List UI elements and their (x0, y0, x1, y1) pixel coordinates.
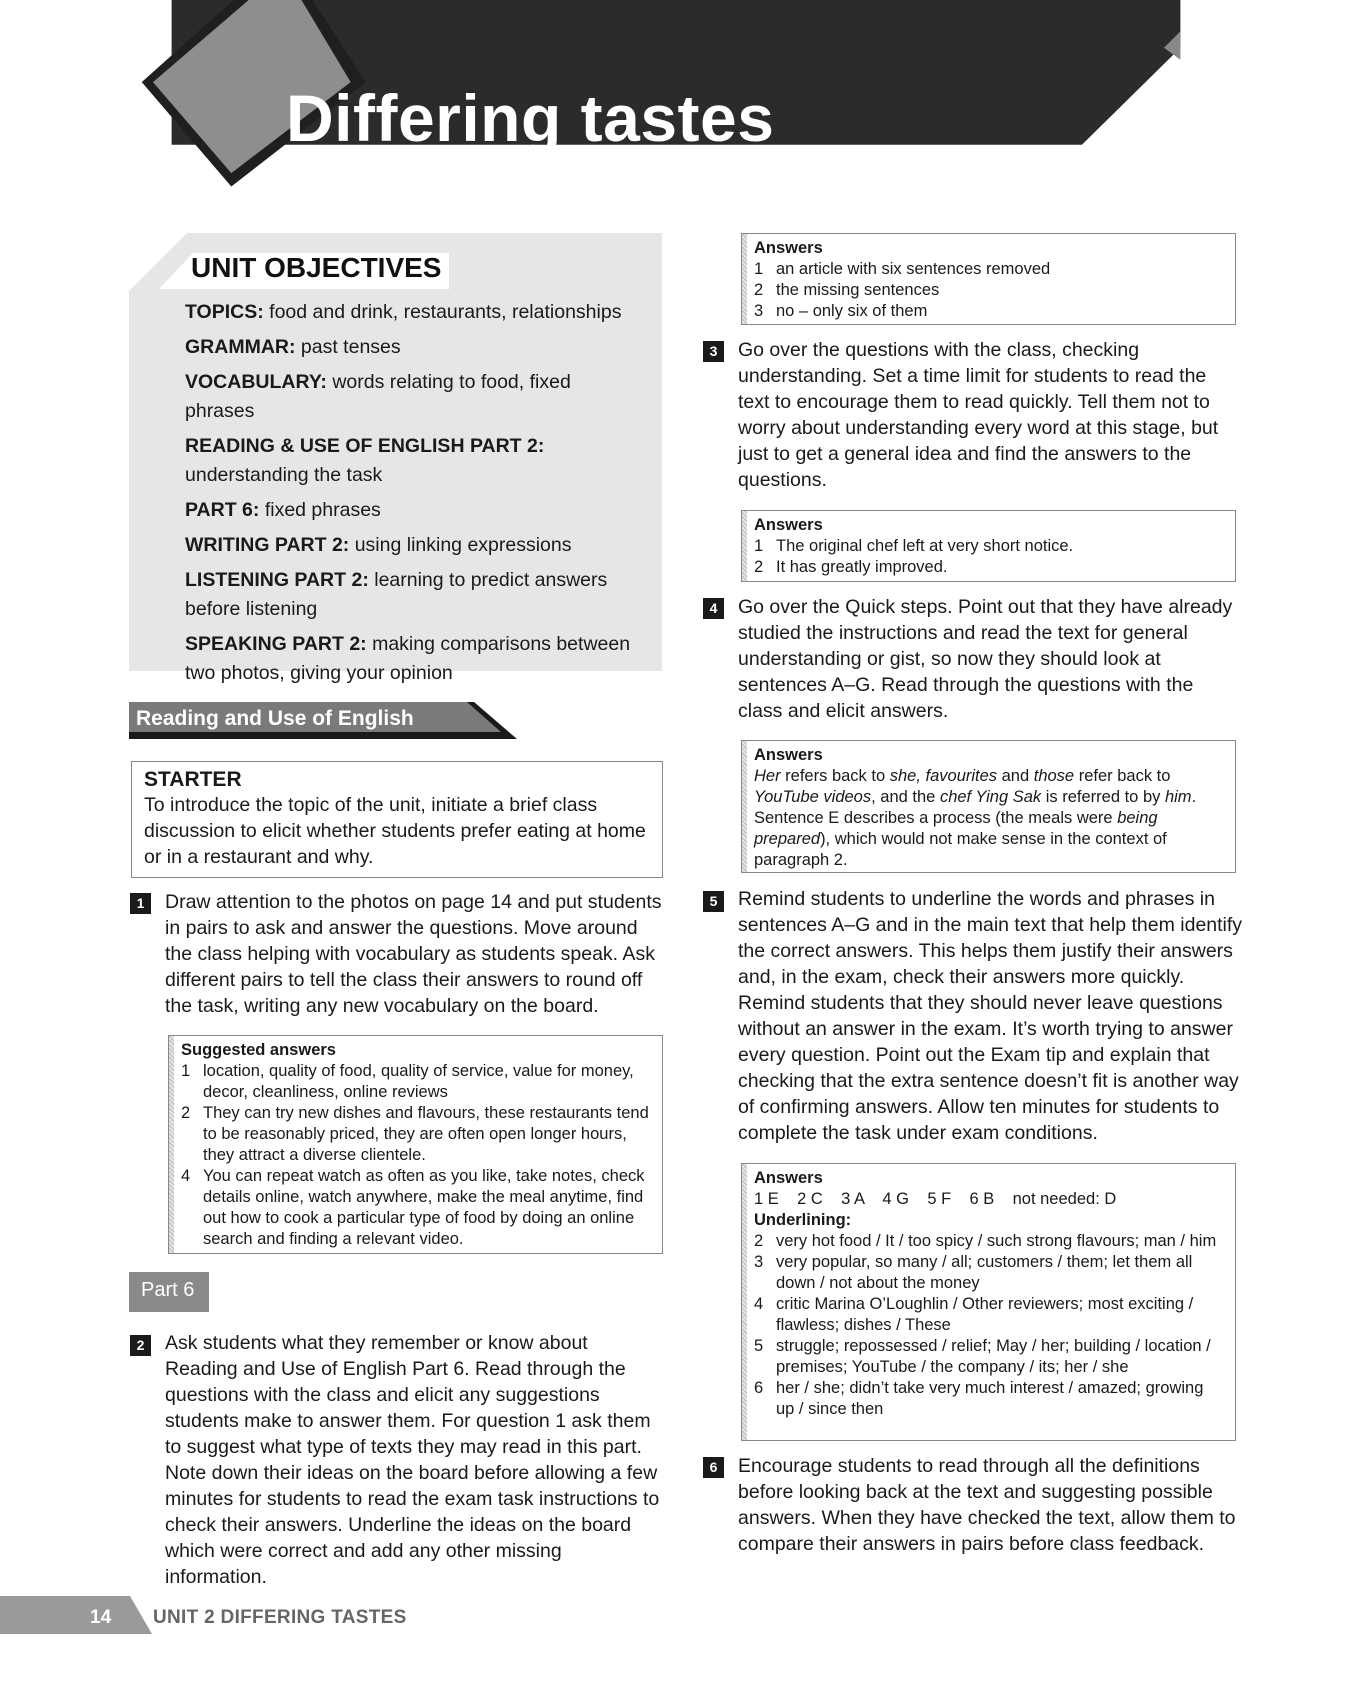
answer-key: 1 E 2 C 3 A 4 G 5 F 6 B not needed: D (754, 1190, 1117, 1208)
answers-box (741, 740, 1236, 873)
objective-item: WRITING PART 2: using linking expressions (185, 534, 572, 556)
objective-item: PART 6: fixed phrases (185, 499, 381, 521)
step-1-text: Draw attention to the photos on page 14 and put students in pairs to ask and answer the questions. Move around the class helping with vocabulary as students speak. Ask different pairs to tell the class their answers to round off the task, writing any new vocabulary on the board. (165, 891, 662, 1017)
suggested-answers-title: Suggested answers (181, 1041, 336, 1059)
answers-box (741, 1163, 1236, 1441)
starter-box (131, 761, 663, 878)
step-3-text: Go over the questions with the class, checking understanding. Set a time limit for students to read the text to encourage them to read quickly. Tell them not to worry about understanding every word at this stage, but just to get a general idea and find the answers to the questions. (738, 339, 1219, 491)
answer-item: 1 The original chef left at very short notice. (754, 537, 1074, 555)
answers-title: Answers (754, 746, 823, 764)
footer-unit-label: UNIT 2 DIFFERING TASTES (153, 1607, 407, 1628)
answers-title: Answers (754, 239, 823, 257)
answer-item: 1 location, quality of food, quality of service, value for money, decor, cleanliness, online reviews (181, 1062, 634, 1101)
step-number-badge: 4 (703, 598, 724, 619)
step-2-text: Ask students what they remember or know about Reading and Use of English Part 6. Read through the questions with the class and elicit any suggestions students make to answer them. For question 1 ask them to suggest what type of texts they may read in this part. Note down their ideas on the board before allowing a few minutes for students to read the exam task instructions to check their answers. Underline the ideas on the board which were correct and add any other missing information. (165, 1332, 660, 1588)
step-6-text: Encourage students to read through all the definitions before looking back at the text and suggesting possible answers. When they have checked the text, allow them to compare their answers in pairs before class feedback. (738, 1455, 1236, 1555)
answer-item: 2 very hot food / It / too spicy / such strong flavours; man / him (754, 1232, 1217, 1250)
step-number-badge: 6 (703, 1457, 724, 1478)
part6-banner-label: Part 6 (141, 1279, 195, 1301)
part6-banner (129, 1272, 209, 1312)
answer-item: 3 very popular, so many / all; customers / them; let them all down / not about the money (754, 1253, 1193, 1292)
starter-heading: STARTER (144, 768, 242, 791)
objective-item: GRAMMAR: past tenses (185, 336, 401, 358)
underlining-title: Underlining: (754, 1211, 852, 1229)
answers-title: Answers (754, 516, 823, 534)
suggested-answers-box (168, 1035, 663, 1254)
step-5-text: Remind students to underline the words and phrases in sentences A–G and in the main text that help them identify the correct answers. This helps them justify their answers and, in the exam, check their answers more quickly. Remind students that they should never leave questions without an answer in the exam. It’s worth trying to answer every question. Point out the Exam tip and explain that checking that the extra sentence doesn’t fit is another way of confirming answers. Allow ten minutes for students to complete the task under exam conditions. (738, 888, 1243, 1144)
step-number-badge: 1 (130, 893, 151, 914)
answer-explanation: Her refers back to she, favourites and those refer back to YouTube videos, and the chef Ying Sak is referred to by him. Sentence E describes a process (the meals were being prepared), which would not make sense in the context of paragraph 2. (754, 767, 1197, 869)
objective-item: READING & USE OF ENGLISH PART 2: understanding the task (185, 435, 545, 486)
answers-title: Answers (754, 1169, 823, 1187)
unit-title: Differing tastes (286, 81, 775, 155)
objectives-list (185, 298, 645, 694)
step-number-badge: 2 (130, 1335, 151, 1356)
step-number-badge: 3 (703, 341, 724, 362)
page-number: 14 (90, 1607, 112, 1628)
objective-item: SPEAKING PART 2: making comparisons between two photos, giving your opinion (185, 633, 631, 684)
answers-box (741, 510, 1236, 582)
answer-item: 4 You can repeat watch as often as you like, take notes, check details online, watch anywhere, make the meal anytime, find out how to cook a particular type of food by doing an online search and finding a relevant video. (181, 1167, 645, 1248)
objectives-heading: UNIT OBJECTIVES (191, 252, 442, 283)
objective-item: VOCABULARY: words relating to food, fixed phrases (185, 371, 571, 422)
answer-item: 2 the missing sentences (754, 281, 940, 299)
answer-item: 1 an article with six sentences removed (754, 260, 1051, 278)
answer-item: 3 no – only six of them (754, 302, 928, 320)
objective-item: TOPICS: food and drink, restaurants, relationships (185, 301, 622, 323)
answer-item: 4 critic Marina O’Loughlin / Other reviewers; most exciting / flawless; dishes / These (754, 1295, 1194, 1334)
step-number-badge: 5 (703, 891, 724, 912)
unit-number: 2 (81, 43, 147, 175)
answer-item: 5 struggle; repossessed / relief; May / her; building / location / premises; YouTube / the company / its; her / she (754, 1337, 1211, 1376)
step-4-text: Go over the Quick steps. Point out that they have already studied the instructions and read the text for general understanding or gist, so now they should look at sentences A–G. Read through the questions with the class and elicit answers. (738, 596, 1233, 722)
objective-item: LISTENING PART 2: learning to predict answers before listening (185, 569, 608, 620)
answer-item: 6 her / she; didn’t take very much interest / amazed; growing up / since then (754, 1379, 1204, 1418)
starter-text: To introduce the topic of the unit, initiate a brief class discussion to elicit whether students prefer eating at home or in a restaurant and why. (144, 794, 646, 868)
answer-item: 2 It has greatly improved. (754, 558, 948, 576)
footer-tab (0, 1596, 160, 1636)
answer-item: 2 They can try new dishes and flavours, these restaurants tend to be reasonably priced, they are often open longer hours, they attract a diverse clientele. (181, 1104, 649, 1164)
reading-banner-label: Reading and Use of English (136, 707, 414, 730)
answers-box (741, 233, 1236, 325)
